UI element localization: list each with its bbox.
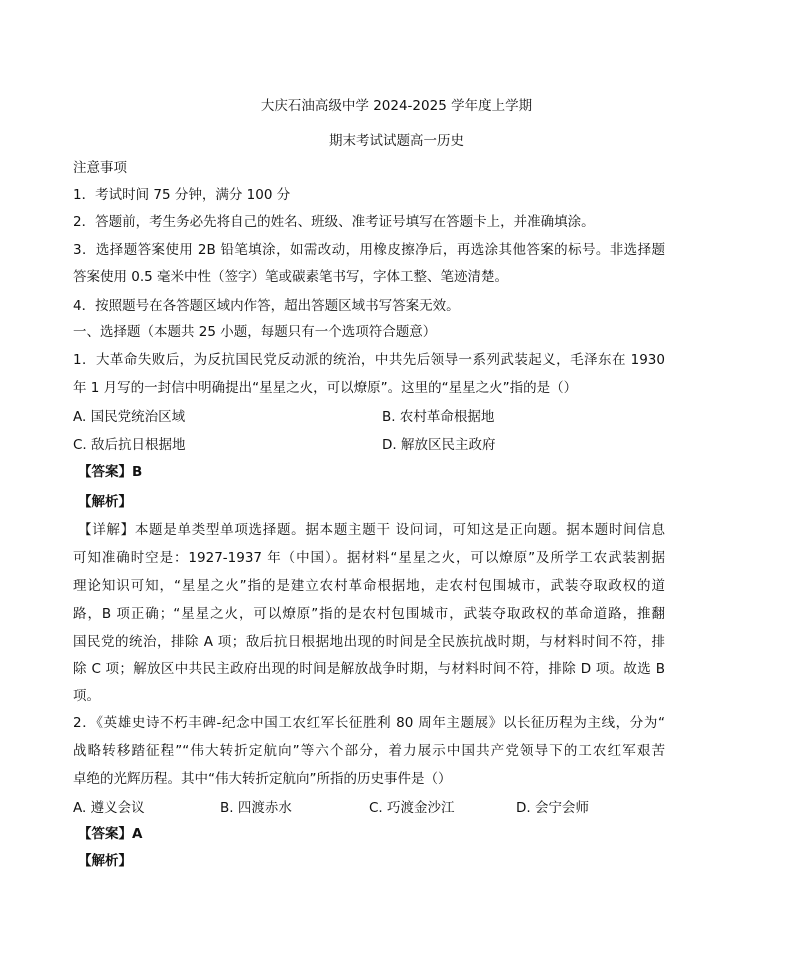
q2-stem-line-1: 2．《英雄史诗不朽丰碑-纪念中国工农红军长征胜利 80 周年主题展》以长征历程为主线，分为“ xyxy=(73,715,665,731)
exam-title: 大庆石油高级中学 2024-2025 学年度上学期 xyxy=(260,98,533,114)
q2-option-b: B. 四渡赤水 xyxy=(220,800,292,816)
q1-option-d: D. 解放区民主政府 xyxy=(382,437,496,453)
q1-option-b: B. 农村革命根据地 xyxy=(382,409,495,425)
q1-detail-line-2: 可知准确时空是：1927-1937 年（中国）。据材料“星星之火，可以燎原”及所学工农武装割据 xyxy=(73,550,665,566)
q1-option-a: A. 国民党统治区域 xyxy=(73,409,186,425)
notice-heading: 注意事项 xyxy=(73,160,127,176)
q2-analysis-label: 【解析】 xyxy=(78,853,132,869)
exam-subtitle: 期末考试试题高一历史 xyxy=(329,133,464,149)
q2-stem-line-3: 卓绝的光辉历程。其中“伟大转折定航向”所指的历史事件是（） xyxy=(73,771,452,787)
q1-answer: 【答案】B xyxy=(78,464,143,480)
notice-item-1: 1．考试时间 75 分钟，满分 100 分 xyxy=(73,187,291,203)
q1-detail-line-3: 理论知识可知，“星星之火”指的是建立农村革命根据地，走农村包围城市，武装夺取政权的道 xyxy=(73,578,665,594)
q1-stem-line-1: 1．大革命失败后，为反抗国民党反动派的统治，中共先后领导一系列武装起义，毛泽东在 1930 xyxy=(73,352,665,368)
q2-option-a: A. 遵义会议 xyxy=(73,800,145,816)
q1-detail-line-5: 国民党的统治，排除 A 项；敌后抗日根据地出现的时间是全民族抗战时期，与材料时间不符，排 xyxy=(73,634,665,650)
q1-detail-line-1: 【详解】本题是单类型单项选择题。据本题主题干 设问词，可知这是正向题。据本题时间信息 xyxy=(78,522,665,538)
q2-stem-line-2: 战略转移踏征程”“伟大转折定航向”等六个部分，着力展示中国共产党领导下的工农红军艰苦 xyxy=(73,743,665,759)
q1-option-c: C. 敌后抗日根据地 xyxy=(73,437,186,453)
q2-answer: 【答案】A xyxy=(78,826,143,842)
notice-item-2: 2．答题前，考生务必先将自己的姓名、班级、准考证号填写在答题卡上，并准确填涂。 xyxy=(73,214,595,230)
q2-option-d: D. 会宁会师 xyxy=(516,800,589,816)
notice-item-3-line-1: 3．选择题答案使用 2B 铅笔填涂，如需改动，用橡皮擦净后，再选涂其他答案的标号。非选择题 xyxy=(73,242,665,258)
section-heading: 一、选择题（本题共 25 小题，每题只有一个选项符合题意） xyxy=(73,324,437,340)
q1-stem-line-2: 年 1 月写的一封信中明确提出“星星之火，可以燎原”。这里的“星星之火”指的是（） xyxy=(73,380,578,396)
q1-detail-line-7: 项。 xyxy=(73,688,100,704)
q1-detail-line-6: 除 C 项；解放区中共民主政府出现的时间是解放战争时期，与材料时间不符，排除 D 项。故选 B xyxy=(73,661,665,677)
q2-option-c: C. 巧渡金沙江 xyxy=(369,800,455,816)
notice-item-3-line-2: 答案使用 0.5 毫米中性（签字）笔或碳素笔书写，字体工整、笔迹清楚。 xyxy=(73,269,509,285)
q1-detail-line-4: 路，B 项正确；“星星之火，可以燎原”指的是农村包围城市，武装夺取政权的革命道路，推翻 xyxy=(73,606,665,622)
notice-item-4: 4．按照题号在各答题区域内作答，超出答题区域书写答案无效。 xyxy=(73,298,460,314)
q1-analysis-label: 【解析】 xyxy=(78,494,132,510)
